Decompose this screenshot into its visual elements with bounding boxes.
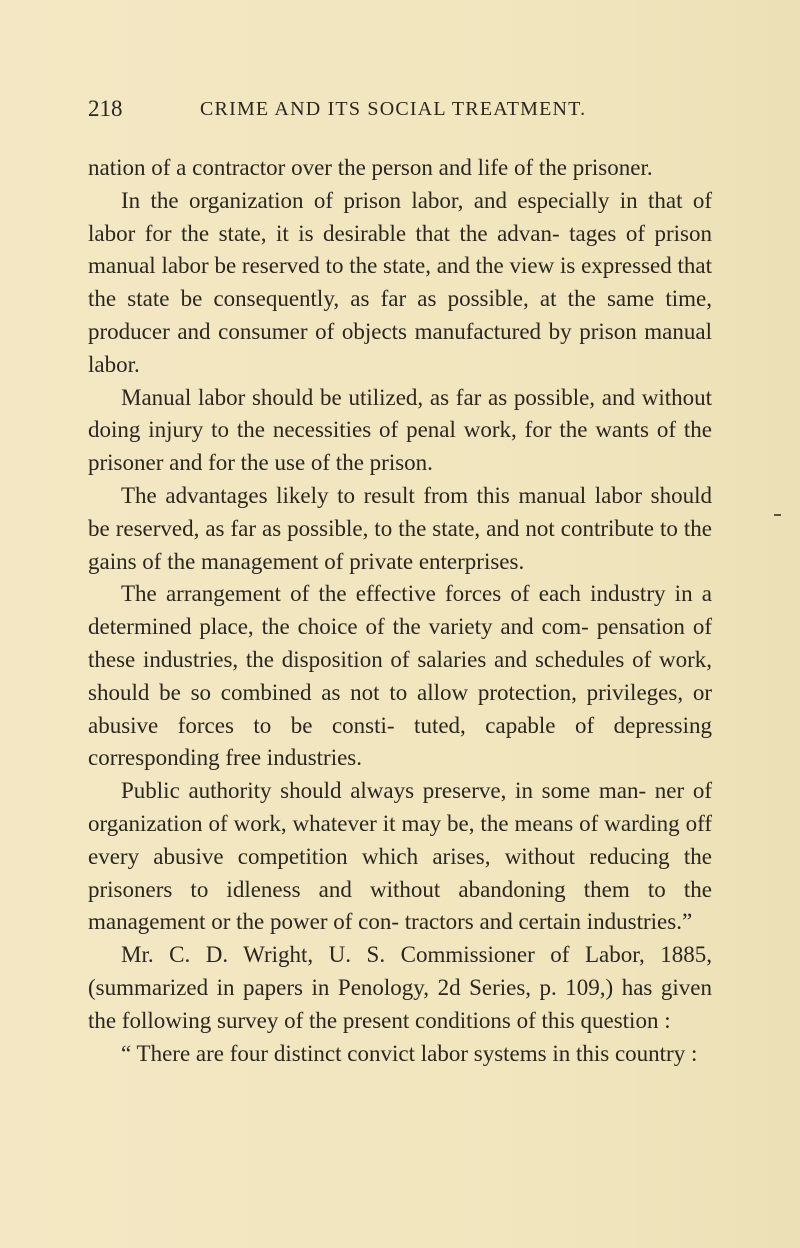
page-number: 218 (88, 96, 123, 121)
paragraph: Manual labor should be utilized, as far as possible, and without doing injury to the necessities of penal work, for the wants of the prisoner and for the use of the prison. (88, 384, 712, 476)
paragraph: “ There are four distinct convict labor systems in this country : (121, 1040, 698, 1066)
body-text (88, 152, 712, 1070)
page-header (88, 96, 718, 130)
paragraph: In the organization of prison labor, and especially in that of labor for the state, it is desirable that the advan- tages of prison manual labor be reserved to the state, and the view is expressed that the state be consequently, as far as possible, at the same time, producer and consumer of objects manufactured by prison manual labor. (88, 187, 712, 377)
paragraph-continuation: nation of a contractor over the person and life of the prisoner. (88, 155, 653, 180)
paragraph: Public authority should always preserve, in some man- ner of organization of work, whatever it may be, the means of warding off every abusive competition which arises, without reducing the prisoners to idleness and without abandoning them to the management or the power of con- tractors and certain industries.” (88, 778, 712, 935)
paragraph: The arrangement of the effective forces of each industry in a determined place, the choice of the variety and com- pensation of these industries, the disposition of salaries and schedules of work, should be so combined as not to allow protection, privileges, or abusive forces to be consti- tuted, capable of depressing corresponding free industries. (88, 581, 712, 771)
margin-dash-mark (774, 514, 781, 516)
running-head: CRIME AND ITS SOCIAL TREATMENT. (200, 98, 587, 120)
paragraph: The advantages likely to result from this manual labor should be reserved, as far as possible, to the state, and not contribute to the gains of the management of private enterprises. (88, 482, 712, 574)
paragraph: Mr. C. D. Wright, U. S. Commissioner of Labor, 1885, (summarized in papers in Penology, 2d Series, p. 109,) has given the following survey of the present conditions of this question : (88, 942, 712, 1033)
